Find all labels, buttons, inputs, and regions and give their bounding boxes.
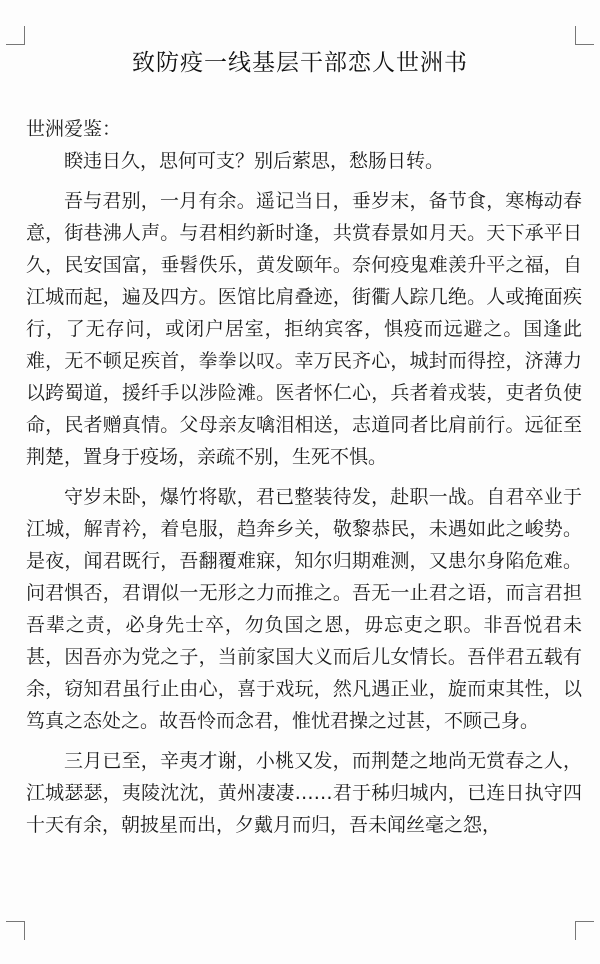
- crop-mark-bottom-right: [575, 921, 594, 940]
- letter-title: 致防疫一线基层干部恋人世洲书: [132, 50, 468, 76]
- paragraph-3: 守岁未卧，爆竹将歇，君已整装待发，赴职一战。自君卒业于江城，解青衿，着皂服，趋奔乡关，敬黎恭民，未遇如此之峻势。是夜，闻君既行，吾翻覆难寐，知尔归期难测，又患尔身陷危难。问君惧否，君谓似一无形之力而推之。吾无一止君之语，而言君担吾辈之责，必身先士卒，勿负国之恩，毋忘吏之职。非吾悦君未甚，因吾亦为党之子，当前家国大义而后儿女情长。吾伴君五载有余，窃知君虽行止由心，喜于戏玩，然凡遇正业，旋而束其性，以笃真之态处之。故吾怜而念君，惟忧君操之过甚，不顾己身。: [26, 486, 582, 732]
- paragraph-1: 睽违日久，思何可支？别后萦思，愁肠日转。: [64, 150, 445, 172]
- paragraph-4: 三月已至，辛夷才谢，小桃又发，而荆楚之地尚无赏春之人，江城瑟瑟，夷陵沈沈，黄州凄凄……君于秭归城内，已连日执守四十天有余，朝披星而出，夕戴月而归，吾未闻丝毫之怨，: [26, 750, 582, 836]
- letter-body: [26, 113, 582, 841]
- salutation: 世洲爱鉴：: [26, 118, 122, 140]
- crop-mark-top-right: [575, 26, 594, 45]
- crop-mark-bottom-left: [6, 921, 25, 940]
- paragraph-2: 吾与君别，一月有余。遥记当日，垂岁末，备节食，寒梅动春意，街巷沸人声。与君相约新时逢，共赏春景如月天。天下承平日久，民安国富，垂髫佚乐，黄发颐年。奈何疫鬼难羡升平之福，自江城而起，遍及四方。医馆比肩叠迹，街衢人踪几绝。人或掩面疾行，了无存问，或闭户居室，拒纳宾客，惧疫而远避之。国逢此难，无不顿足疾首，拳拳以叹。幸万民齐心，城封而得控，济薄力以跨蜀道，援纤手以涉险滩。医者怀仁心，兵者着戎装，吏者负使命，民者赠真情。父母亲友噙泪相送，志道同者比肩前行。远征至荆楚，置身于疫场，亲疏不别，生死不惧。: [26, 190, 582, 468]
- crop-mark-top-left: [6, 26, 25, 45]
